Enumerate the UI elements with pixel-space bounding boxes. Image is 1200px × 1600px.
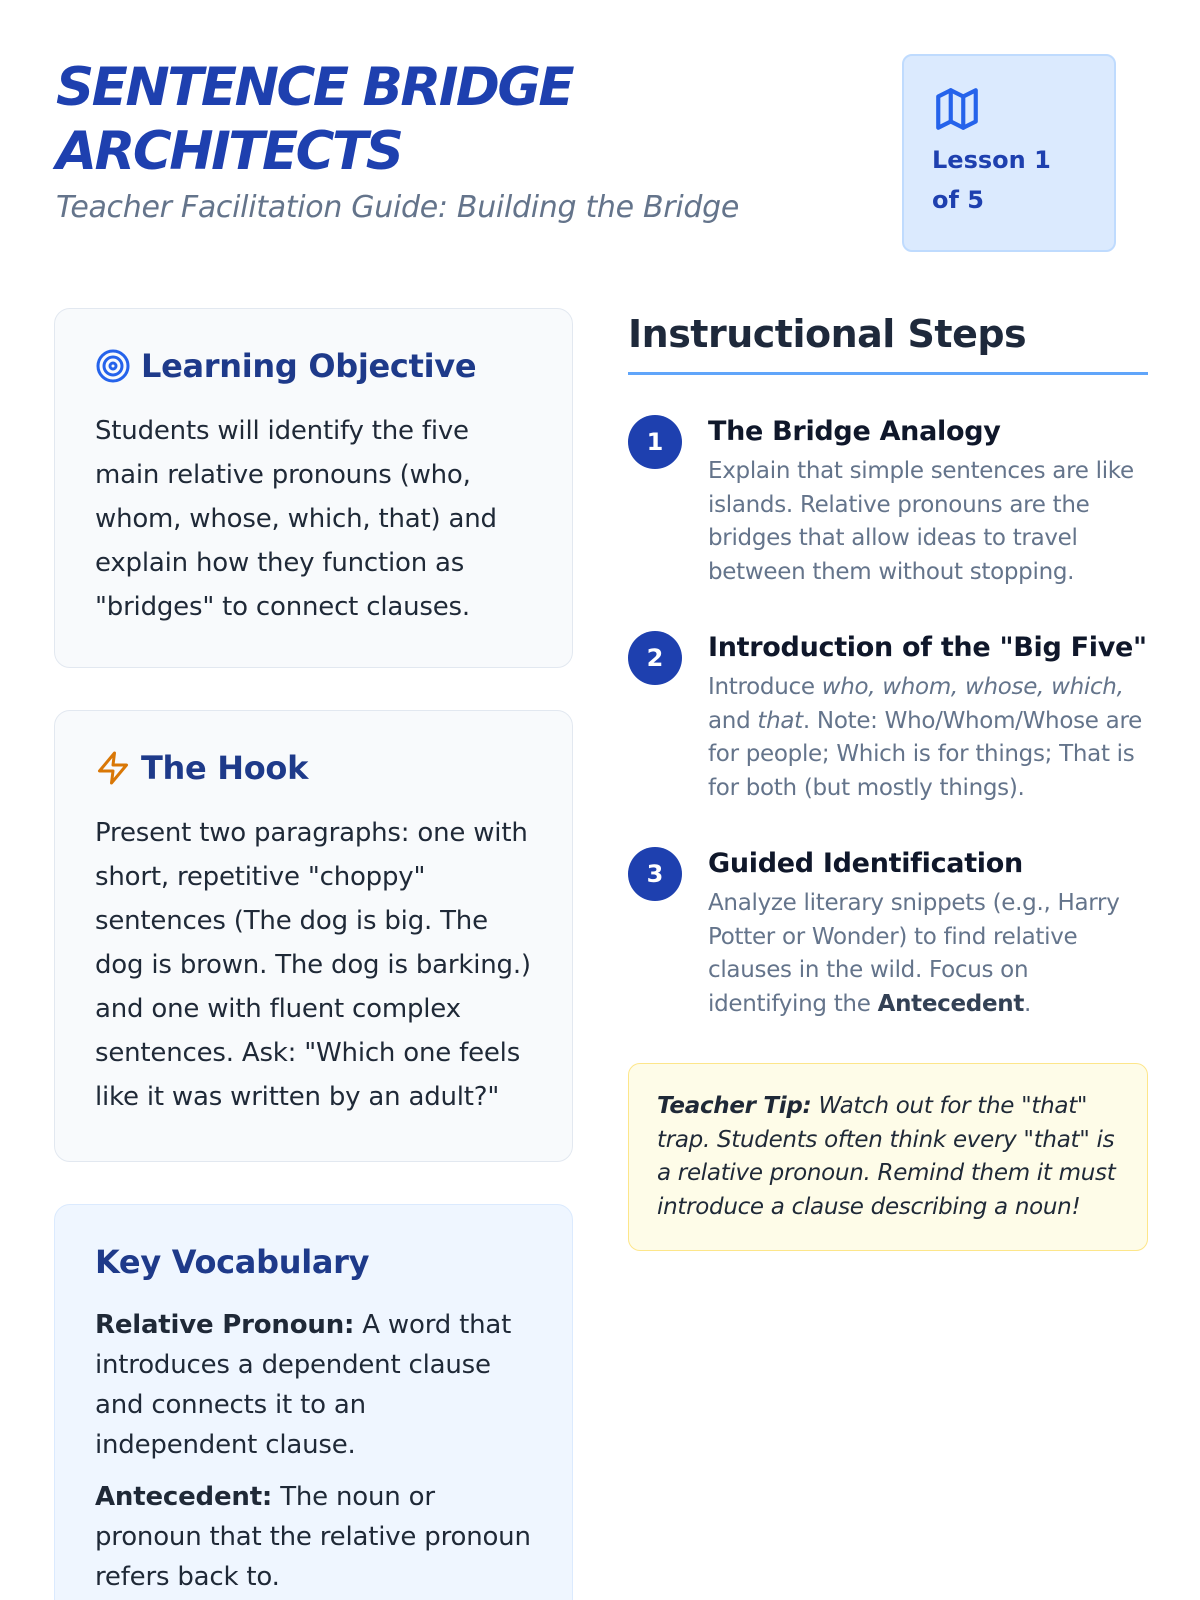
lightning-icon [95, 750, 131, 786]
hook-heading: The Hook [141, 749, 309, 787]
step-desc-text: . [1024, 990, 1032, 1017]
vocab-term: Antecedent: [95, 1482, 273, 1512]
vocabulary-heading: Key Vocabulary [95, 1243, 370, 1281]
steps-heading: Instructional Steps [628, 312, 1027, 356]
step-body [708, 847, 1148, 1021]
page-subtitle: Teacher Facilitation Guide: Building the Bridge [56, 190, 740, 225]
hook-text: Present two paragraphs: one with short, repetitive "choppy" sentences (The dog is big. The dog is brown. The dog is barking.) and one with fluent complex sentences. Ask: "Which one feels like it was written by an adult?" [95, 818, 531, 1112]
objective-heading: Learning Objective [141, 347, 477, 385]
step-number-badge: 1 [628, 415, 682, 469]
step-item [628, 847, 1148, 1021]
objective-text: Students will identify the five main relative pronouns (who, whom, whose, which, that) and explain how they function as "bridges" to connect clauses. [95, 416, 497, 622]
left-column [54, 308, 573, 1600]
vocab-definition: The noun or pronoun that the relative pronoun refers back to. [95, 1482, 531, 1592]
step-title: Guided Identification [708, 848, 1023, 879]
step-title: The Bridge Analogy [708, 416, 1001, 447]
lesson-label: Lesson 1 of 5 [932, 146, 1051, 214]
step-desc-text: . Note: Who/Whom/Whose are for people; Which is for things; That is for both (but mostly things). [708, 707, 1142, 801]
step-number-badge: 2 [628, 631, 682, 685]
objective-header [95, 347, 532, 385]
step-item [628, 631, 1148, 805]
page-title: SENTENCE BRIDGE ARCHITECTS [56, 57, 573, 182]
step-description [708, 887, 1148, 1021]
teacher-tip-box [628, 1063, 1148, 1251]
step-body [708, 631, 1148, 805]
step-body [708, 415, 1148, 589]
step-desc-italic: who, whom, whose, which, [821, 674, 1124, 700]
lesson-badge [902, 54, 1116, 252]
teacher-tip-label: Teacher Tip: [657, 1093, 812, 1119]
step-desc-text: Introduce [708, 674, 822, 700]
vocabulary-header [95, 1243, 532, 1281]
step-description: Explain that simple sentences are like islands. Relative pronouns are the bridges that allow ideas to travel between them without stopping. [708, 458, 1134, 585]
hook-header [95, 749, 532, 787]
vocabulary-card [54, 1204, 573, 1600]
hook-card [54, 710, 573, 1162]
step-description [708, 671, 1148, 805]
vocab-entry-relative-pronoun [95, 1305, 532, 1465]
step-desc-text: Analyze literary snippets (e.g., Harry Potter or Wonder) to find relative clauses in the wild. Focus on identifying the [708, 890, 1120, 1017]
step-number-badge: 3 [628, 847, 682, 901]
map-icon [932, 84, 982, 134]
page-header [56, 0, 1144, 300]
teacher-tip-body: Watch out for the "that" trap. Students often think every "that" is a relative pronoun. Remind them it must introduce a clause describing a noun! [657, 1093, 1116, 1220]
steps-divider [628, 372, 1148, 375]
objective-card [54, 308, 573, 668]
vocab-definition: A word that introduces a dependent clause and connects it to an independent clause. [95, 1310, 512, 1460]
right-column [628, 308, 1148, 1251]
step-desc-text: and [708, 707, 758, 734]
step-desc-bold: Antecedent [877, 990, 1025, 1017]
teacher-tip-text [657, 1090, 1119, 1224]
vocab-entry-antecedent [95, 1477, 532, 1597]
step-title: Introduction of the "Big Five" [708, 632, 1147, 663]
target-icon [95, 348, 131, 384]
vocab-term: Relative Pronoun: [95, 1310, 355, 1340]
step-desc-italic: that [757, 707, 803, 734]
step-item [628, 415, 1148, 589]
